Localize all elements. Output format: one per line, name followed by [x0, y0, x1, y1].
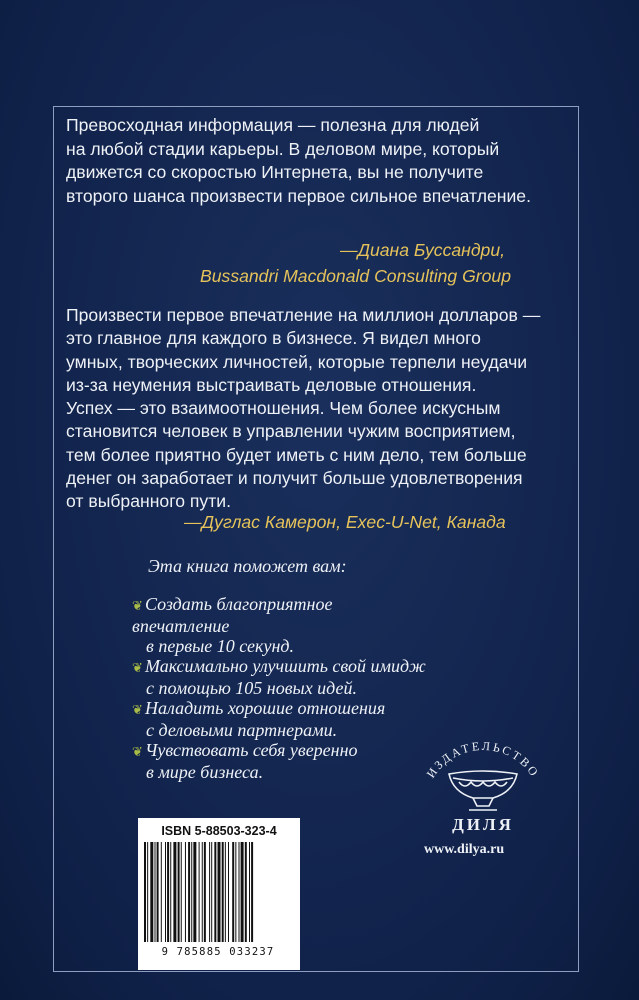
leaf-bullet-icon: ❦ — [132, 598, 143, 613]
list-item — [132, 656, 432, 698]
quote-1-line: второго шанса произвести первое сильное впечатление. — [66, 185, 531, 206]
publisher-url: www.dilya.ru — [424, 842, 505, 857]
benefit-line: Наладить хорошие отношения — [145, 698, 386, 718]
benefit-line: в мире бизнеса. — [146, 762, 264, 782]
quote-2-line: становится человек в управлении чужим восприятием, — [66, 421, 516, 442]
barcode-icon — [142, 842, 296, 944]
quote-2-line: это главное для каждого в бизнесе. Я видел много — [66, 328, 481, 349]
quote-1-line: на любой стадии карьеры. В деловом мире, который — [66, 138, 500, 159]
quote-1-author: —Диана Буссандри, — [340, 240, 506, 260]
benefit-line: Создать благоприятное впечатление — [132, 594, 333, 636]
quote-2-line: из-за неумения выстраивать деловые отношения. — [66, 374, 477, 395]
list-item — [132, 594, 432, 656]
quote-1-attribution — [200, 238, 580, 288]
quote-2-line: тем более приятно будет иметь с ним дело, тем больше — [66, 444, 527, 465]
quote-2-line: от выбранного пути. — [66, 491, 232, 512]
quote-1 — [66, 114, 566, 208]
quote-2-line: Произвести первое впечатление на миллион долларов — — [66, 305, 541, 325]
isbn: ISBN 5-88503-323-4 — [161, 824, 277, 838]
quote-1-company: Bussandri Macdonald Consulting Group — [200, 266, 512, 286]
quote-2-line: денег он заработает и получит больше удовлетворения — [66, 468, 523, 489]
barcode-box — [138, 818, 300, 970]
leaf-bullet-icon: ❦ — [132, 660, 143, 675]
leaf-bullet-icon: ❦ — [132, 702, 143, 717]
benefits-heading: Эта книга поможет вам: — [148, 556, 347, 576]
quote-2-line: умных, творческих личностей, которые терпели неудачи — [66, 351, 528, 372]
benefit-line: с помощью 105 новых идей. — [146, 678, 357, 698]
list-item — [132, 698, 432, 740]
benefit-line: в первые 10 секунд. — [146, 636, 294, 656]
quote-2 — [66, 304, 566, 514]
leaf-bullet-icon: ❦ — [132, 744, 143, 759]
quote-1-line: движется со скоростью Интернета, вы не получите — [66, 162, 484, 183]
quote-1-line: Превосходная информация — полезна для людей — [66, 115, 480, 135]
benefit-line: Максимально улучшить свой имидж — [145, 656, 426, 676]
publisher-arc-text: ИЗДАТЕЛЬСТВО — [423, 738, 543, 781]
publisher-logo — [407, 718, 557, 843]
barcode-number: 9 785885 033237 — [161, 946, 275, 958]
publisher-name: ДИЛЯ — [452, 815, 514, 834]
benefits-list — [132, 594, 432, 782]
svg-text:ИЗДАТЕЛЬСТВО — [424, 739, 543, 781]
quote-2-line: Успех — это взаимоотношения. Чем более искусным — [66, 398, 501, 419]
benefit-line: Чувствовать себя уверенно — [145, 740, 358, 760]
quote-2-attribution: —Дуглас Камерон, Exec-U-Net, Канада — [184, 512, 506, 532]
list-item — [132, 740, 432, 782]
benefit-line: с деловыми партнерами. — [146, 720, 338, 740]
bowl-icon — [449, 771, 517, 810]
